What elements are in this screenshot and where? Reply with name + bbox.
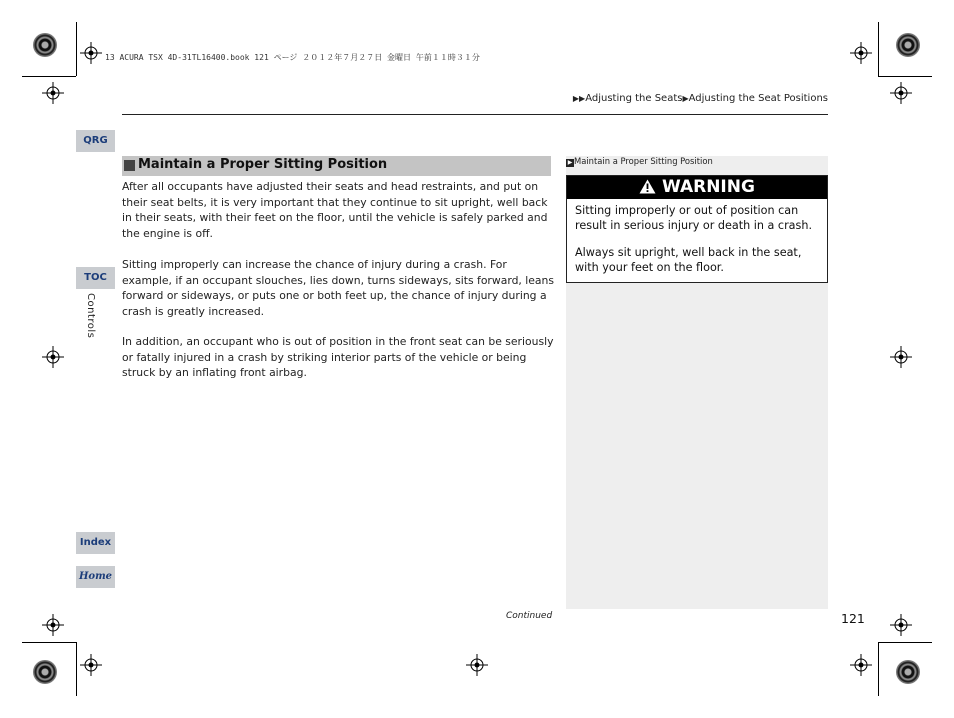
header-rule	[122, 114, 828, 115]
registration-mark-icon	[42, 614, 64, 636]
registration-mark-icon	[890, 82, 912, 104]
toc-button[interactable]: TOC	[76, 267, 115, 289]
registration-mark-icon	[850, 654, 872, 676]
section-heading	[122, 156, 551, 176]
warning-triangle-icon	[639, 179, 656, 194]
breadcrumb-separator: ▶	[682, 94, 689, 103]
breadcrumb-item-seat-positions[interactable]: Adjusting the Seat Positions	[688, 93, 828, 104]
section-square-icon	[124, 160, 135, 171]
body-paragraph: Sitting improperly can increase the chance of injury during a crash. For example, if an occupant slouches, lies down, turns sideways, sits forward, leans forward or sideways, or puts one or both feet up, the chance of injury during a crash is greatly increased.	[122, 258, 555, 318]
reference-icon: ▶	[567, 159, 573, 166]
index-button[interactable]: Index	[76, 532, 115, 554]
sidebar-reference[interactable]	[566, 156, 713, 167]
sidebar-reference-text: Maintain a Proper Sitting Position	[574, 156, 713, 166]
registration-mark-icon	[890, 346, 912, 368]
registration-mark-icon	[890, 614, 912, 636]
page-number: 121	[841, 611, 865, 626]
registration-mark-icon	[850, 42, 872, 64]
warning-header	[567, 176, 827, 199]
body-paragraph: After all occupants have adjusted their seats and head restraints, and put on their seat belts, it is very important that they continue to sit upright, well back in their seats, with their feet on the floor, until the vehicle is safely parked and the engine is off.	[122, 180, 548, 240]
print-header: 13 ACURA TSX 4D-31TL16400.book 121 ページ ２０１２年７月２７日 金曜日 午前１１時３１分	[105, 53, 480, 62]
warning-label: WARNING	[661, 177, 755, 197]
registration-mark-icon	[466, 654, 488, 676]
warning-box	[566, 175, 828, 283]
registration-mark-icon	[80, 654, 102, 676]
warning-text: Always sit upright, well back in the seat, with your feet on the floor.	[575, 246, 802, 275]
section-title: Maintain a Proper Sitting Position	[138, 157, 388, 172]
registration-mark-icon	[42, 346, 64, 368]
registration-mark-icon	[80, 42, 102, 64]
qrg-button[interactable]: QRG	[76, 130, 115, 152]
warning-text: Sitting improperly or out of position can result in serious injury or death in a crash.	[575, 204, 812, 233]
body-paragraph: In addition, an occupant who is out of position in the front seat can be seriously or fatally injured in a crash by striking interior parts of the vehicle or being struck by an inflating front airbag.	[122, 335, 554, 380]
breadcrumb-item-seats[interactable]: Adjusting the Seats	[585, 93, 683, 104]
chapter-label: Controls	[85, 293, 96, 339]
home-button[interactable]: Home	[76, 566, 115, 588]
continued-label: Continued	[506, 611, 553, 621]
breadcrumb-arrows: ▶▶	[572, 94, 586, 103]
breadcrumb	[573, 93, 828, 104]
registration-mark-icon	[42, 82, 64, 104]
